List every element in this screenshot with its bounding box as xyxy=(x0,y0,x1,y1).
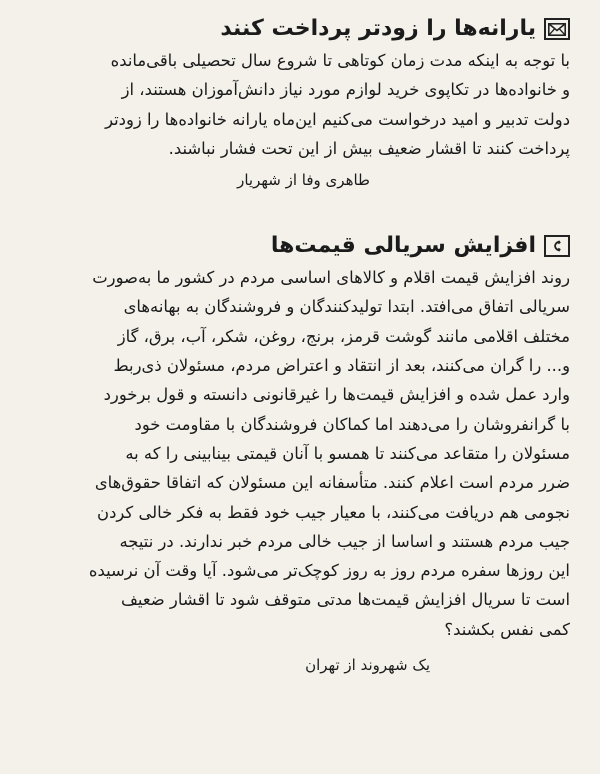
letter2-line: وارد عمل شده و افزایش قیمت‌ها را غیرقانونی دانسته و قول برخورد xyxy=(103,385,570,405)
letter2-line: ضرر مردم است اعلام کنند. متأسفانه این مسئولان که اتفاقا حقوق‌های xyxy=(94,473,570,493)
letter1-line: با توجه به اینکه مدت زمان کوتاهی تا شروع سال تحصیلی باقی‌مانده xyxy=(110,51,570,70)
letter2-line: این روزها سفره مردم روز به روز کوچک‌تر می‌شود. آیا وقت آن نرسیده xyxy=(88,561,570,581)
letter2-line: روند افزایش قیمت اقلام و کالاهای اساسی مردم در کشور ما به‌صورت xyxy=(92,268,570,288)
letter2-line: است تا سریال افزایش قیمت‌ها مدتی متوقف شود تا اقشار ضعیف xyxy=(120,590,570,610)
letter2-line: مختلف اقلامی مانند گوشت قرمز، برنج، روغن، شکر، آب، برق، گاز xyxy=(117,326,570,346)
letter1-body xyxy=(30,46,570,163)
letter1-title: یارانه‌ها را زودتر پرداخت کنند xyxy=(220,16,536,41)
letter1-signature: طاهری وفا از شهریار xyxy=(237,171,370,190)
letter2-line: جیب مردم هستند و اساسا از جیب خالی مردم خبر ندارند. در نتیجه xyxy=(119,531,570,551)
letter2-body xyxy=(30,263,570,644)
letter2-line: سریالی اتفاق می‌افتد. ابتدا تولیدکنندگان و فروشندگان به بهانه‌های xyxy=(123,297,570,317)
letter2-signature: یک شهروند از تهران xyxy=(305,656,430,675)
letter2-line: با گرانفروشان را می‌دهند اما کماکان فروشندگان با مقاومت خود xyxy=(134,414,570,434)
letter2-line: نجومی هم دریافت می‌کنند، با معیار جیب خود فقط به فکر خالی کردن xyxy=(97,502,570,522)
letter1-line: و خانواده‌ها در تکاپوی خرید لوازم مورد نیاز دانش‌آموزان هستند، از xyxy=(121,80,570,100)
letter2-header xyxy=(30,231,570,261)
envelope-icon xyxy=(544,18,570,40)
letter2-title: افزایش سریالی قیمت‌ها xyxy=(270,233,536,259)
letter1-header xyxy=(30,14,570,44)
letter2-line: مسئولان را متقاعد می‌کنند تا همسو با آنان قیمتی بینابینی را که به xyxy=(125,443,570,463)
letter2-line: کمی نفس بکشند؟ xyxy=(444,619,570,639)
letter1-line: دولت تدبیر و امید درخواست می‌کنیم این‌ماه یارانه خانواده‌ها را زودتر xyxy=(105,109,570,129)
letter2-line: و... را گران می‌کنند، بعد از انتقاد و اعتراض مردم، مسئولان ذی‌ربط xyxy=(113,356,570,376)
phone-icon xyxy=(544,235,570,257)
letter1-line: پرداخت کنند تا اقشار ضعیف بیش از این تحت فشار نباشند. xyxy=(168,138,570,158)
